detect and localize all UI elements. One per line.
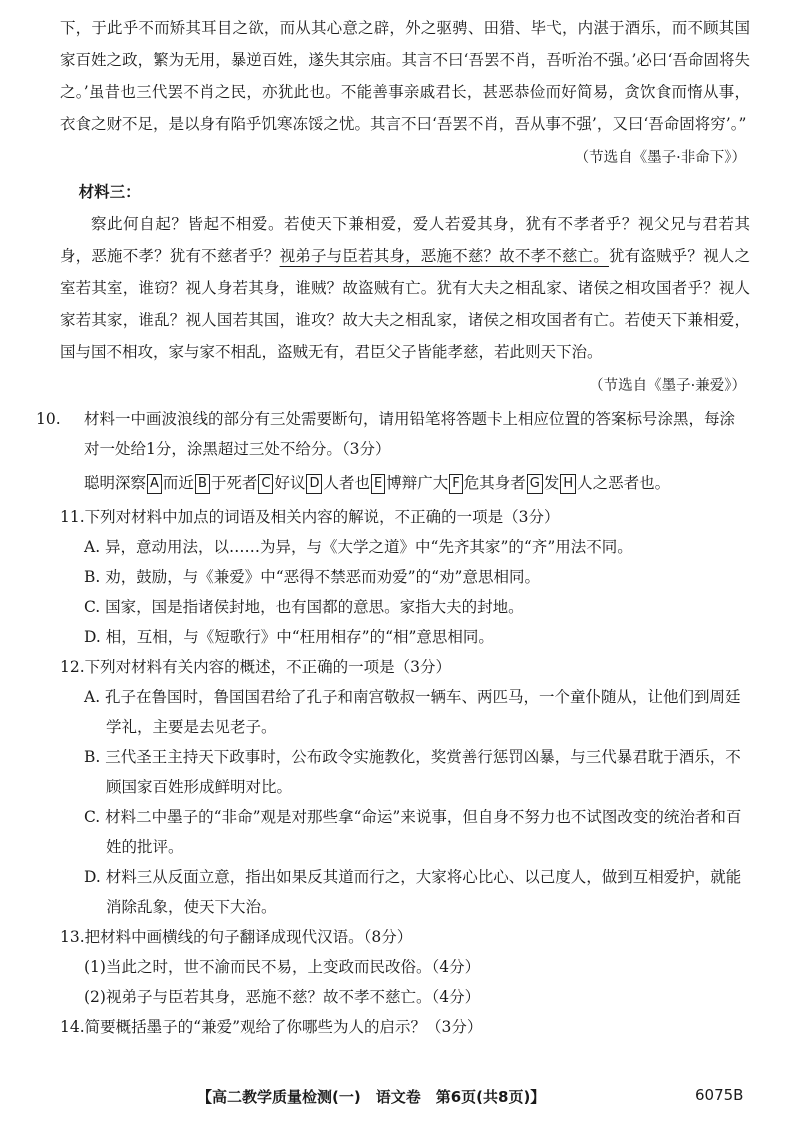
q10-box-b[interactable]: B — [195, 474, 210, 494]
question-10-sentence — [84, 466, 750, 500]
question-14 — [60, 1012, 750, 1042]
q13-item-1: (1)当此之时，世不渝而民不易，上变政而民改俗。（4分） — [84, 958, 481, 976]
question-10-number: 10. — [36, 410, 61, 428]
question-12 — [60, 652, 750, 682]
q10-box-e[interactable]: E — [371, 474, 385, 494]
material3-part1: 察此何自起？皆起不相爱。若使天下兼相爱，爱人若爱其身，犹有不孝者乎？视父兄与君若其身，恶施不孝？犹有不慈者乎？ — [60, 215, 750, 265]
q10-box-h[interactable]: H — [560, 474, 576, 494]
q12-option-b: B. 三代圣王主持天下政事时，公布政令实施教化，奖赏善行惩罚凶暴，与三代暴君耽于酒乐，不顾国家百姓形成鲜明对比。 — [84, 748, 741, 796]
q12-option-c: C. 材料二中墨子的“非命”观是对那些拿“命运”来说事，但自身不努力也不试图改变的统治者和百姓的批评。 — [84, 808, 742, 856]
q10-seg-3: 好议 — [274, 474, 306, 492]
q11-option-a: A. 异，意动用法，以……为异，与《大学之道》中“先齐其家”的“齐”用法不同。 — [84, 538, 633, 556]
q10-box-d[interactable]: D — [306, 474, 322, 494]
q11-option-c: C. 国家，国是指诸侯封地，也有国都的意思。家指大夫的封地。 — [84, 598, 524, 616]
q10-seg-0: 聪明深察 — [84, 474, 147, 492]
question-11-stem: 下列对材料中加点的词语及相关内容的解说，不正确的一项是（3分） — [84, 508, 560, 526]
q10-box-g[interactable]: G — [527, 474, 543, 494]
q10-seg-6: 危其身者 — [463, 474, 526, 492]
question-11 — [60, 502, 750, 532]
material2-paragraph: 下，于此乎不而矫其耳目之欲，而从其心意之辟，外之驱骋、田猎、毕弋，内湛于酒乐，而不顾其国家百姓之政，繁为无用，暴逆百姓，遂失其宗庙。其言不曰‘吾罢不肖，吾听治不强。’必曰‘吾命固将失之。’虽昔也三代罢不肖之民，亦犹此也。不能善事亲戚君长，甚恶恭俭而好简易，贪饮食而惰从事，衣食之财不足，是以身有陷乎饥寒冻馁之忧。其言不曰‘吾罢不肖，吾从事不强’，又曰‘吾命固将穷’。” — [60, 19, 750, 133]
q10-seg-4: 人者也 — [323, 474, 370, 492]
q10-seg-2: 于死者 — [210, 474, 258, 492]
question-13 — [60, 922, 750, 952]
q11-option-d: D. 相，互相，与《短歌行》中“枉用相存”的“相”意思相同。 — [84, 628, 494, 646]
q10-seg-8: 人之恶者也。 — [577, 474, 671, 492]
q10-seg-1: 而近 — [162, 474, 194, 492]
question-13-number: 13. — [60, 928, 85, 946]
question-12-number: 12. — [60, 658, 85, 676]
material3-paragraph — [60, 208, 750, 368]
question-14-number: 14. — [60, 1018, 85, 1036]
footer-title: 【高二教学质量检测(一) 语文卷 第6页(共8页)】 — [197, 1088, 546, 1106]
question-12-stem: 下列对材料有关内容的概述，不正确的一项是（3分） — [84, 658, 452, 676]
question-14-stem: 简要概括墨子的“兼爱”观给了你哪些为人的启示？（3分） — [84, 1018, 483, 1036]
question-10-text: 材料一中画波浪线的部分有三处需要断句，请用铅笔将答题卡上相应位置的答案标号涂黑，每涂对一处给1分，涂黑超过三处不给分。（3分） — [84, 410, 736, 458]
question-11-number: 11. — [60, 508, 85, 526]
q12-option-d: D. 材料三从反面立意，指出如果反其道而行之，大家将心比心、以己度人，做到互相爱护，就能消除乱象，使天下大治。 — [84, 868, 742, 916]
question-13-stem: 把材料中画横线的句子翻译成现代汉语。（8分） — [84, 928, 413, 946]
exam-page — [36, 12, 750, 1042]
material3-part2: 犹有盗贼乎？视人之室若其室，谁窃？视人身若其身，谁贼？故盗贼有亡。犹有大夫之相乱家、诸侯之相攻国者乎？视人家若其家，谁乱？视人国若其国，谁攻？故大夫之相乱家，诸侯之相攻国者有亡。若使天下兼相爱，国与国不相攻，家与家不相乱，盗贼无有，君臣父子皆能孝慈，若此则天下治。 — [60, 247, 750, 361]
q10-box-f[interactable]: F — [449, 474, 462, 494]
material3-underlined-sentence: 视弟子与臣若其身，恶施不慈？故不孝不慈亡。 — [279, 247, 609, 265]
q11-option-b: B. 劝，鼓励，与《兼爱》中“恶得不禁恶而劝爱”的“劝”意思相同。 — [84, 568, 540, 586]
material3-title: 材料三： — [78, 183, 141, 201]
q13-item-2: (2)视弟子与臣若其身，恶施不慈？故不孝不慈亡。（4分） — [84, 988, 481, 1006]
q12-option-a: A. 孔子在鲁国时，鲁国国君给了孔子和南宫敬叔一辆车、两匹马，一个童仆随从，让他们到周廷学礼，主要是去见老子。 — [84, 688, 741, 736]
q10-seg-7: 发 — [543, 474, 560, 492]
footer-code: 6075B — [695, 1086, 744, 1104]
question-10 — [36, 404, 750, 464]
material2-source: （节选自《墨子·非命下》） — [574, 150, 746, 166]
q10-box-a[interactable]: A — [147, 474, 162, 494]
q10-box-c[interactable]: C — [258, 474, 273, 494]
material3-source: （节选自《墨子·兼爱》） — [589, 378, 746, 394]
q10-seg-5: 博辩广大 — [386, 474, 449, 492]
